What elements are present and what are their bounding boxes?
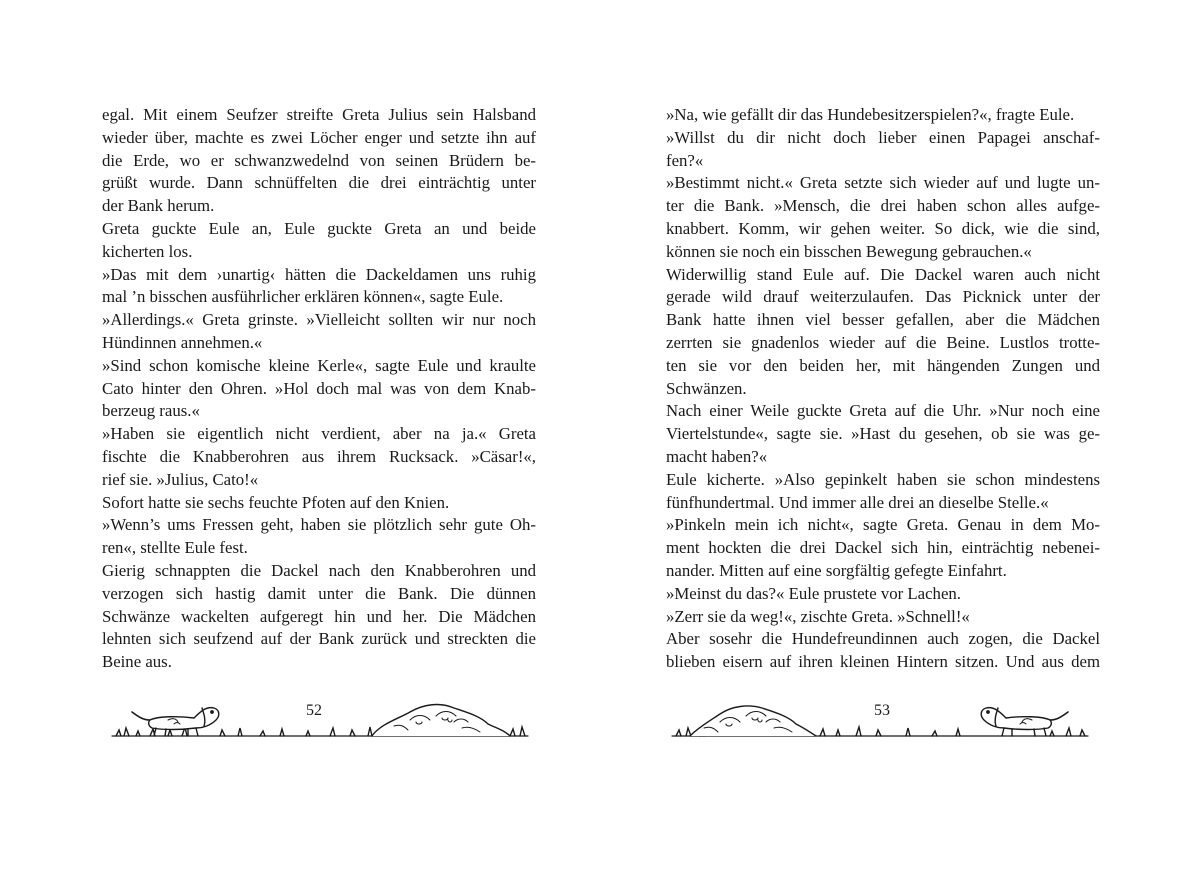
text-line: wieder über, machte es zwei Löcher enger und setzte ihn auf (102, 127, 536, 147)
text-line: knabbert. Komm, wir gehen weiter. So dick, wie die sind, (666, 218, 1100, 238)
text-line: »Allerdings.« Greta grinste. »Vielleicht sollten wir nur noch (102, 310, 536, 330)
left-page-number: 52 (306, 702, 322, 719)
text-line: Bank hatte ihnen viel besser gefallen, aber die Mädchen (666, 310, 1100, 330)
text-line: kicherten los. (102, 241, 193, 261)
text-line: »Meinst du das?« Eule prustete vor Lachen. (666, 583, 961, 603)
text-line: Greta guckte Eule an, Eule guckte Greta an und beide (102, 218, 536, 238)
text-line: fen?« (666, 150, 704, 170)
text-line: der Bank herum. (102, 196, 215, 216)
text-line: »Na, wie gefällt dir das Hundebesitzerspielen?«, fragte Eule. (666, 105, 1075, 124)
text-line: ten sie vor den beiden her, mit hängenden Zungen und (666, 355, 1100, 375)
text-line: Nach einer Weile guckte Greta auf die Uhr. »Nur noch eine (666, 401, 1100, 421)
text-line: berzeug raus.« (102, 401, 200, 421)
text-line: lehnten sich seufzend auf der Bank zurück und streckten die (102, 629, 536, 649)
text-line: Aber sosehr die Hundefreundinnen auch zogen, die Dackel (666, 629, 1100, 649)
text-line: »Zerr sie da weg!«, zischte Greta. »Schnell!« (666, 606, 970, 626)
text-line: grüßt wurde. Dann schnüffelten die drei einträchtig unter (102, 173, 536, 193)
text-line: »Das mit dem ›unartig‹ hätten die Dackeldamen uns ruhig (102, 264, 536, 284)
text-line: Schwänzen. (666, 378, 747, 398)
text-line: Gierig schnappten die Dackel nach den Knabberohren und (102, 560, 536, 580)
text-line: verzogen sich hastig damit unter die Bank. Die dünnen (102, 583, 536, 603)
text-line: egal. Mit einem Seufzer streifte Greta Julius sein Halsband (102, 105, 536, 124)
text-line: fünfhundertmal. Und immer alle drei an dieselbe Stelle.« (666, 492, 1049, 512)
text-line: macht haben?« (666, 446, 768, 466)
text-line: ment hockten die drei Dackel sich hin, einträchtig nebenei- (666, 538, 1100, 558)
text-line: zerrten sie gnadenlos wieder auf die Beine. Lustlos trotte- (666, 332, 1100, 352)
text-line: »Sind schon komische kleine Kerle«, sagte Eule und kraulte (102, 355, 536, 375)
text-line: fischte die Knabberohren aus ihrem Rucksack. »Cäsar!«, (102, 446, 536, 466)
text-line: »Haben sie eigentlich nicht verdient, aber na ja.« Greta (102, 424, 536, 444)
text-line: »Pinkeln mein ich nicht«, sagte Greta. Genau in dem Mo- (666, 515, 1100, 535)
text-line: »Bestimmt nicht.« Greta setzte sich wieder auf und lugte un- (666, 173, 1100, 193)
text-line: Viertelstunde«, sagte sie. »Hast du gesehen, ob sie was ge- (666, 424, 1100, 444)
text-line: Widerwillig stand Eule auf. Die Dackel waren auch nicht (666, 264, 1100, 284)
text-line: Eule kicherte. »Also gepinkelt haben sie schon mindestens (666, 469, 1100, 489)
right-page-body-text (666, 104, 1100, 674)
text-line: blieben eisern auf ihren kleinen Hintern sitzen. Und aus dem (666, 652, 1100, 672)
text-line: Schwänze wackelten aufgeregt hin und her. Die Mädchen (102, 606, 536, 626)
text-line: ter die Bank. »Mensch, die drei haben schon alles aufge- (666, 196, 1100, 216)
left-page-body-text (102, 104, 536, 674)
text-line: Hündinnen annehmen.« (102, 332, 263, 352)
text-line: können sie noch ein bisschen Bewegung gebrauchen.« (666, 241, 1032, 261)
text-line: Beine aus. (102, 652, 172, 672)
right-page-number: 53 (874, 702, 890, 719)
text-line: nander. Mitten auf eine sorgfältig gefegte Einfahrt. (666, 560, 1007, 580)
text-line: »Wenn’s ums Fressen geht, haben sie plötzlich sehr gute Oh- (102, 515, 536, 535)
text-line: ren«, stellte Eule fest. (102, 538, 248, 558)
text-line: rief sie. »Julius, Cato!« (102, 469, 259, 489)
text-line: Sofort hatte sie sechs feuchte Pfoten auf den Knien. (102, 492, 450, 512)
text-line: gerade wild drauf weiterzulaufen. Das Picknick unter der (666, 287, 1100, 307)
text-line: »Willst du dir nicht doch lieber einen Papagei anschaf- (666, 127, 1100, 147)
right-page (600, 0, 1200, 869)
text-line: mal ’n bisschen ausführlicher erklären können«, sagte Eule. (102, 287, 504, 307)
text-line: Cato hinter den Ohren. »Hol doch mal was von dem Knab- (102, 378, 536, 398)
text-line: die Erde, wo er schwanzwedelnd von seinen Brüdern be- (102, 150, 536, 170)
